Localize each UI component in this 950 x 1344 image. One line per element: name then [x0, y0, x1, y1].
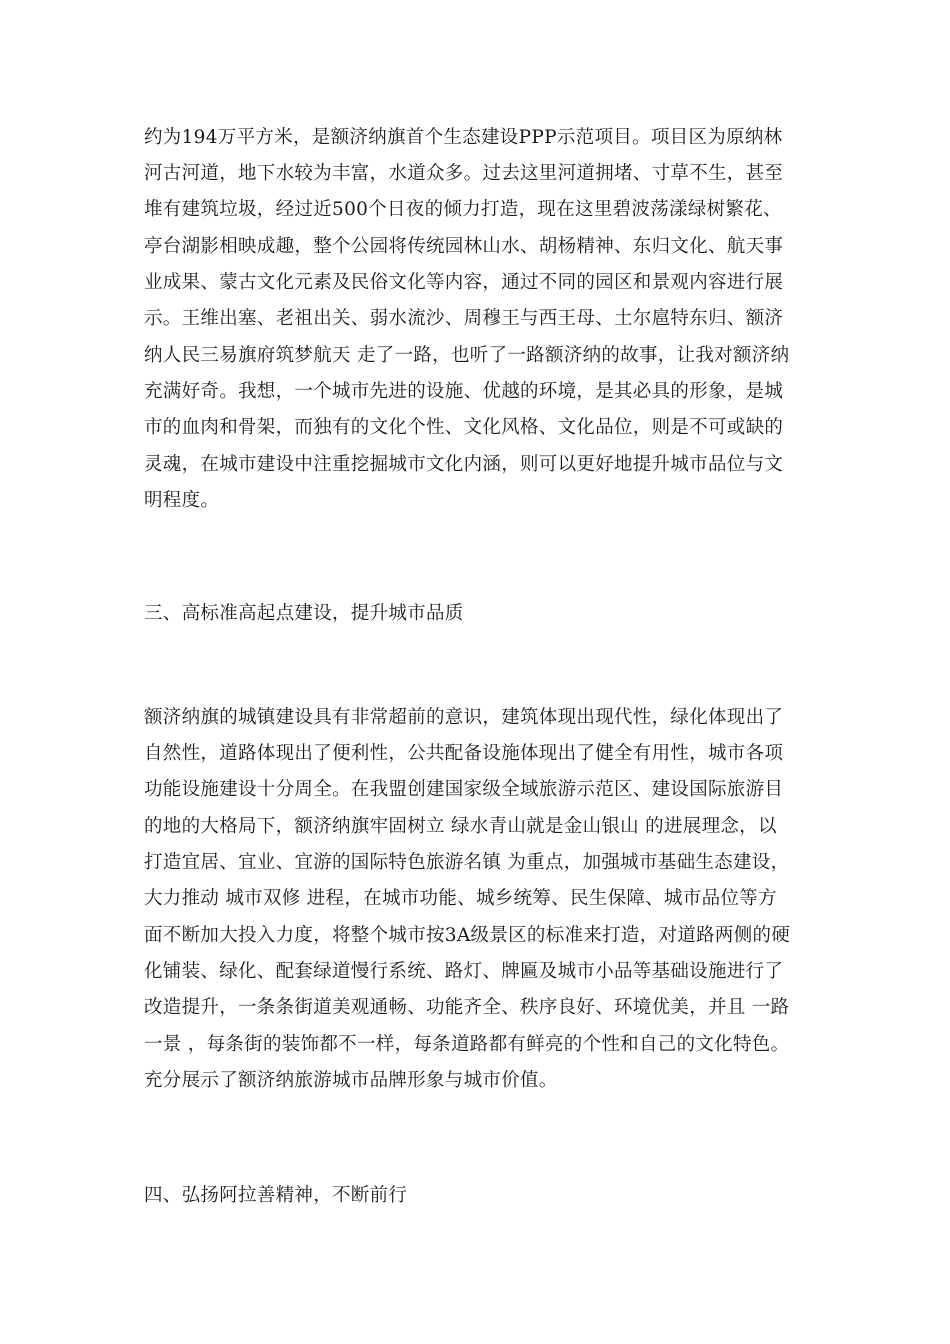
text-line: 打造宜居、宜业、宜游的国际特色旅游名镇 为重点，加强城市基础生态建设， — [144, 852, 790, 873]
text-line: 约为194万平方米，是额济纳旗首个生态建设PPP示范项目。项目区为原纳林 — [144, 127, 783, 148]
text-line: 市的血肉和骨架，而独有的文化个性、文化风格、文化品位，则是不可或缺的 — [144, 417, 784, 438]
text-line: 的地的大格局下，额济纳旗牢固树立 绿水青山就是金山银山 的进展理念，以 — [144, 816, 777, 837]
text-line: 亭台湖影相映成趣，整个公园将传统园林山水、胡杨精神、东归文化、航天事 — [144, 236, 784, 257]
text-line: 一景 ，每条街的装饰都不一样，每条道路都有鲜亮的个性和自己的文化特色。 — [144, 1034, 790, 1055]
text-line: 面不断加大投入力度，将整个城市按3A级景区的标准来打造，对道路两侧的硬 — [144, 925, 791, 946]
text-line: 明程度。 — [144, 490, 220, 511]
text-line: 灵魂，在城市建设中注重挖掘城市文化内涵，则可以更好地提升城市品位与文 — [144, 454, 784, 475]
text-line: 堆有建筑垃圾，经过近500个日夜的倾力打造，现在这里碧波荡漾绿树繁花、 — [144, 199, 782, 220]
text-line: 充分展示了额济纳旅游城市品牌形象与城市价值。 — [144, 1070, 558, 1091]
text-line: 化铺装、绿化、配套绿道慢行系统、路灯、牌匾及城市小品等基础设施进行了 — [144, 961, 784, 982]
text-line: 业成果、蒙古文化元素及民俗文化等内容，通过不同的园区和景观内容进行展 — [144, 272, 784, 293]
text-line: 自然性，道路体现出了便利性，公共配备设施体现出了健全有用性，城市各项 — [144, 743, 784, 764]
text-line: 纳人民三易旗府筑梦航天 走了一路，也听了一路额济纳的故事，让我对额济纳 — [144, 345, 790, 366]
text-line: 改造提升，一条条街道美观通畅、功能齐全、秩序良好、环境优美，并且 一路 — [144, 997, 790, 1018]
text-line: 河古河道，地下水较为丰富，水道众多。过去这里河道拥堵、寸草不生，甚至 — [144, 163, 784, 184]
section-heading-4: 四、弘扬阿拉善精神，不断前行 — [144, 1185, 408, 1206]
text-line: 示。王维出塞、老祖出关、弱水流沙、周穆王与西王母、土尔扈特东归、额济 — [144, 308, 784, 329]
text-line: 功能设施建设十分周全。在我盟创建国家级全域旅游示范区、建设国际旅游目 — [144, 779, 784, 800]
text-line: 大力推动 城市双修 进程，在城市功能、城乡统筹、民生保障、城市品位等方 — [144, 888, 777, 909]
section-heading-3: 三、高标准高起点建设，提升城市品质 — [144, 603, 464, 624]
text-line: 额济纳旗的城镇建设具有非常超前的意识，建筑体现出现代性，绿化体现出了 — [144, 707, 784, 728]
text-line: 充满好奇。我想，一个城市先进的设施、优越的环境，是其必具的形象，是城 — [144, 381, 784, 402]
